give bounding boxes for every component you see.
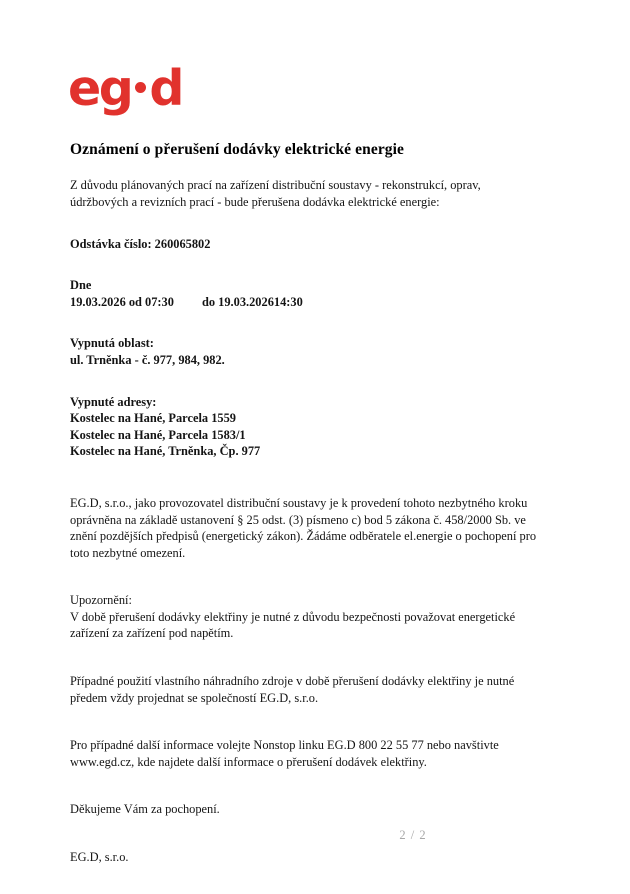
spacer bbox=[70, 476, 562, 495]
contact-paragraph bbox=[70, 737, 562, 770]
spacer bbox=[70, 658, 562, 673]
intro-line-2: údržbových a revizních prací - bude přerušena dodávka elektrické energie: bbox=[70, 194, 440, 209]
egd-logo-mark bbox=[68, 60, 182, 117]
date-block bbox=[70, 277, 562, 310]
logo-text-eg: eg bbox=[68, 60, 132, 117]
warning-line-2: zařízení za zařízení pod napětím. bbox=[70, 626, 234, 641]
warning-heading: Upozornění: bbox=[70, 593, 132, 608]
spacer bbox=[70, 326, 562, 335]
date-to: do 19.03.202614:30 bbox=[201, 294, 303, 309]
legal-paragraph bbox=[70, 495, 562, 561]
spacer bbox=[70, 577, 562, 592]
spacer bbox=[70, 786, 562, 801]
contact-line-1: Pro případné další informace volejte Nonstop linku EG.D 800 22 55 77 nebo navštivte bbox=[70, 738, 499, 753]
warning-line-1: V době přerušení dodávky elektřiny je nutné z důvodu bezpečnosti považovat energetické bbox=[70, 609, 516, 624]
spacer bbox=[70, 385, 562, 394]
logo-dot-icon bbox=[135, 82, 146, 93]
document-body bbox=[70, 140, 562, 866]
thanks-text: Děkujeme Vám za pochopení. bbox=[70, 802, 220, 817]
contact-line-2: www.egd.cz, kde najdete další informace o přerušení dodávek elektřiny. bbox=[70, 754, 427, 769]
outage-number: Odstávka číslo: 260065802 bbox=[70, 236, 211, 251]
addresses-heading: Vypnuté adresy: bbox=[70, 394, 157, 409]
area-block bbox=[70, 335, 562, 368]
page-number-indicator: 2 / 2 bbox=[399, 828, 427, 842]
logo-text-d: d bbox=[149, 60, 182, 117]
list-item: Kostelec na Hané, Parcela 1559 bbox=[70, 411, 236, 426]
legal-line-4: toto nezbytné omezení. bbox=[70, 545, 186, 560]
page-title: Oznámení o přerušení dodávky elektrické energie bbox=[70, 141, 405, 158]
addresses-block bbox=[70, 394, 562, 460]
egd-logo bbox=[68, 60, 182, 117]
outage-number-block bbox=[70, 236, 562, 253]
intro-paragraph bbox=[70, 177, 562, 210]
signature-text: EG.D, s.r.o. bbox=[70, 850, 129, 865]
legal-line-2: oprávněna na základě ustanovení § 25 odst. (3) písmeno c) bod 5 zákona č. 458/2000 Sb. ve bbox=[70, 512, 526, 527]
spacer bbox=[70, 227, 562, 236]
signature-block bbox=[70, 849, 562, 866]
spacer bbox=[70, 722, 562, 737]
spacer bbox=[70, 268, 562, 277]
area-value: ul. Trněnka - č. 977, 984, 982. bbox=[70, 352, 225, 367]
page-footer bbox=[0, 828, 630, 843]
date-from: 19.03.2026 od 07:30 bbox=[70, 294, 174, 309]
backup-source-line-1: Případné použití vlastního náhradního zdroje v době přerušení dodávky elektřiny je nutné bbox=[70, 674, 515, 689]
list-item: Kostelec na Hané, Parcela 1583/1 bbox=[70, 427, 246, 442]
backup-source-paragraph bbox=[70, 673, 562, 706]
area-heading: Vypnutá oblast: bbox=[70, 336, 154, 351]
legal-line-1: EG.D, s.r.o., jako provozovatel distribuční soustavy je k provedení tohoto nezbytného kroku bbox=[70, 495, 528, 510]
date-heading: Dne bbox=[70, 278, 92, 293]
date-range bbox=[70, 294, 562, 311]
warning-block bbox=[70, 592, 562, 642]
backup-source-line-2: předem vždy projednat se společností EG.D, s.r.o. bbox=[70, 690, 319, 705]
list-item: Kostelec na Hané, Trněnka, Čp. 977 bbox=[70, 444, 261, 459]
intro-line-1: Z důvodu plánovaných prací na zařízení distribuční soustavy - rekonstrukcí, oprav, bbox=[70, 178, 481, 193]
closing-thanks bbox=[70, 801, 562, 818]
legal-line-3: znění pozdějších předpisů (energetický zákon). Žádáme odběratele el.energie o pochopení pro bbox=[70, 529, 537, 544]
